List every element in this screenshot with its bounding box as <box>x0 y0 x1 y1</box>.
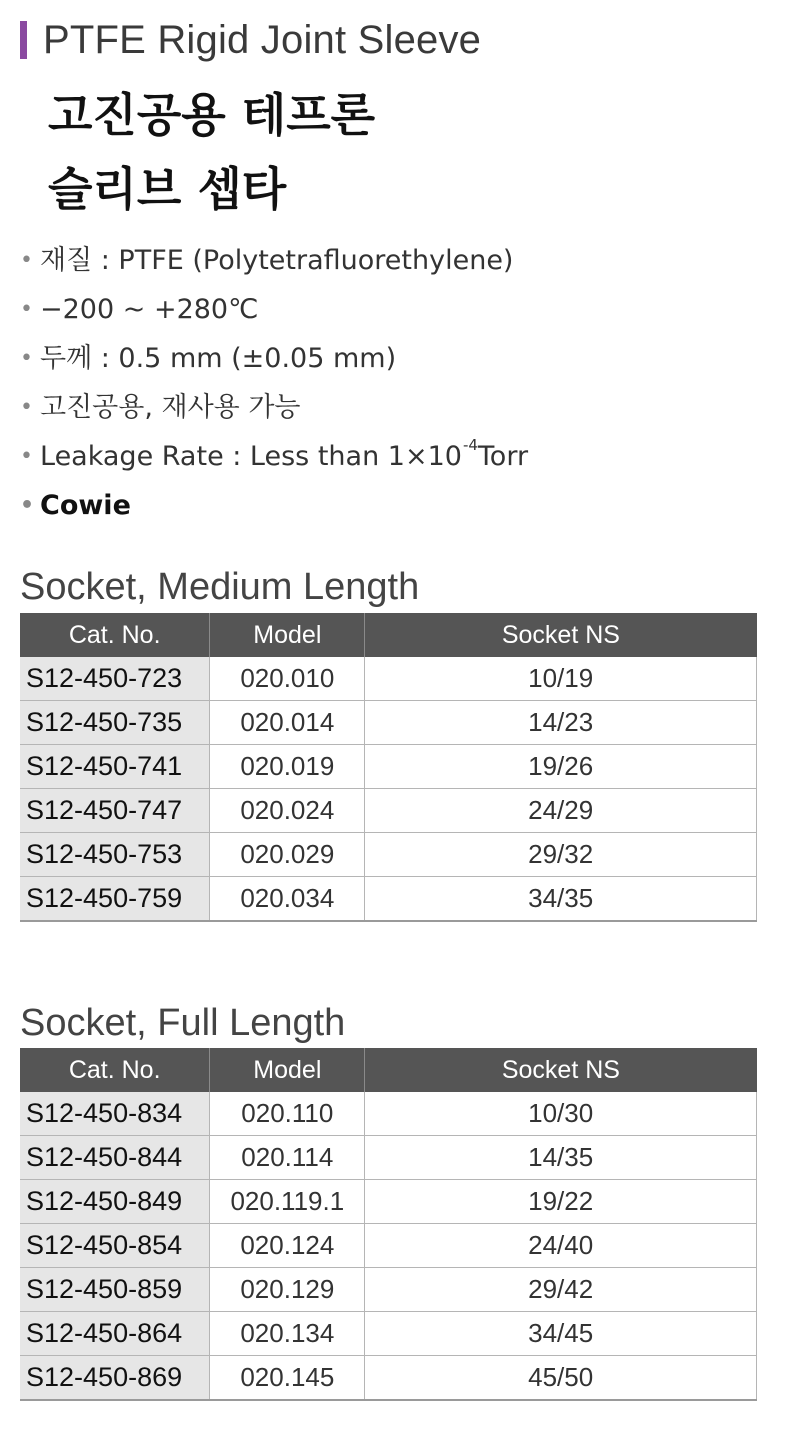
header-model: Model <box>210 1048 365 1092</box>
header-cat-no: Cat. No. <box>20 613 210 657</box>
model-cell: 020.010 <box>210 657 365 701</box>
model-cell: 020.029 <box>210 833 365 877</box>
model-cell: 020.034 <box>210 877 365 922</box>
table-row <box>20 1224 757 1268</box>
model-cell: 020.134 <box>210 1312 365 1356</box>
table-row <box>20 1136 757 1180</box>
socket-ns-cell: 19/22 <box>365 1180 757 1224</box>
spec-item-material: • 재질 : PTFE (Polytetrafluorethylene) <box>20 236 528 285</box>
title-accent-bar <box>20 21 27 59</box>
table-row <box>20 789 757 833</box>
table-medium-length <box>20 613 757 922</box>
title-english-text: PTFE Rigid Joint Sleeve <box>43 17 482 62</box>
table-row <box>20 877 757 922</box>
socket-ns-cell: 14/23 <box>365 701 757 745</box>
spec-item-thickness: • 두께 : 0.5 mm (±0.05 mm) <box>20 334 528 383</box>
bullet-icon: • <box>20 395 33 420</box>
socket-ns-cell: 10/19 <box>365 657 757 701</box>
spec-item-temperature: • −200 ~ +280℃ <box>20 285 528 334</box>
model-cell: 020.129 <box>210 1268 365 1312</box>
table-row <box>20 833 757 877</box>
model-cell: 020.114 <box>210 1136 365 1180</box>
cat-no-cell: S12-450-864 <box>20 1312 210 1356</box>
header-socket-ns: Socket NS <box>365 613 757 657</box>
cat-no-cell: S12-450-735 <box>20 701 210 745</box>
section-title-full: Socket, Full Length <box>20 1002 346 1044</box>
cat-no-cell: S12-450-854 <box>20 1224 210 1268</box>
table-full-length <box>20 1048 757 1401</box>
socket-ns-cell: 10/30 <box>365 1092 757 1136</box>
cat-no-cell: S12-450-723 <box>20 657 210 701</box>
model-cell: 020.145 <box>210 1356 365 1401</box>
table-row <box>20 1356 757 1401</box>
cat-no-cell: S12-450-844 <box>20 1136 210 1180</box>
cat-no-cell: S12-450-741 <box>20 745 210 789</box>
spec-list <box>20 236 528 530</box>
header-socket-ns: Socket NS <box>365 1048 757 1092</box>
cat-no-cell: S12-450-753 <box>20 833 210 877</box>
cat-no-cell: S12-450-859 <box>20 1268 210 1312</box>
bullet-icon: • <box>20 444 33 469</box>
cat-no-cell: S12-450-869 <box>20 1356 210 1401</box>
model-cell: 020.024 <box>210 789 365 833</box>
section-title-medium: Socket, Medium Length <box>20 566 420 608</box>
table-row <box>20 745 757 789</box>
cat-no-cell: S12-450-747 <box>20 789 210 833</box>
cat-no-cell: S12-450-834 <box>20 1092 210 1136</box>
spec-item-vacuum: • 고진공용, 재사용 가능 <box>20 383 528 432</box>
bullet-icon: • <box>20 248 33 273</box>
model-cell: 020.014 <box>210 701 365 745</box>
spec-item-brand: • Cowie <box>20 481 528 530</box>
socket-ns-cell: 29/42 <box>365 1268 757 1312</box>
socket-ns-cell: 24/29 <box>365 789 757 833</box>
header-model: Model <box>210 613 365 657</box>
socket-ns-cell: 45/50 <box>365 1356 757 1401</box>
product-title-english <box>20 14 481 66</box>
model-cell: 020.110 <box>210 1092 365 1136</box>
model-cell: 020.119.1 <box>210 1180 365 1224</box>
title-korean-line-2: 슬리브 셉타 <box>48 162 287 216</box>
socket-ns-cell: 14/35 <box>365 1136 757 1180</box>
socket-ns-cell: 24/40 <box>365 1224 757 1268</box>
table-row <box>20 701 757 745</box>
table-row <box>20 1268 757 1312</box>
model-cell: 020.124 <box>210 1224 365 1268</box>
product-title-korean <box>48 78 375 226</box>
table-header-row <box>20 1048 757 1092</box>
socket-ns-cell: 34/45 <box>365 1312 757 1356</box>
header-cat-no: Cat. No. <box>20 1048 210 1092</box>
bullet-icon: • <box>20 346 33 371</box>
model-cell: 020.019 <box>210 745 365 789</box>
socket-ns-cell: 34/35 <box>365 877 757 922</box>
socket-ns-cell: 29/32 <box>365 833 757 877</box>
bullet-icon: • <box>20 493 35 518</box>
bullet-icon: • <box>20 297 33 322</box>
table-row <box>20 1312 757 1356</box>
socket-ns-cell: 19/26 <box>365 745 757 789</box>
title-korean-line-1: 고진공용 테프론 <box>48 88 376 142</box>
spec-item-leakage: • Leakage Rate : Less than 1×10 $^{-4}$ Torr <box>20 432 528 481</box>
table-row <box>20 1180 757 1224</box>
cat-no-cell: S12-450-849 <box>20 1180 210 1224</box>
table-header-row <box>20 613 757 657</box>
table-row <box>20 657 757 701</box>
cat-no-cell: S12-450-759 <box>20 877 210 922</box>
table-row <box>20 1092 757 1136</box>
